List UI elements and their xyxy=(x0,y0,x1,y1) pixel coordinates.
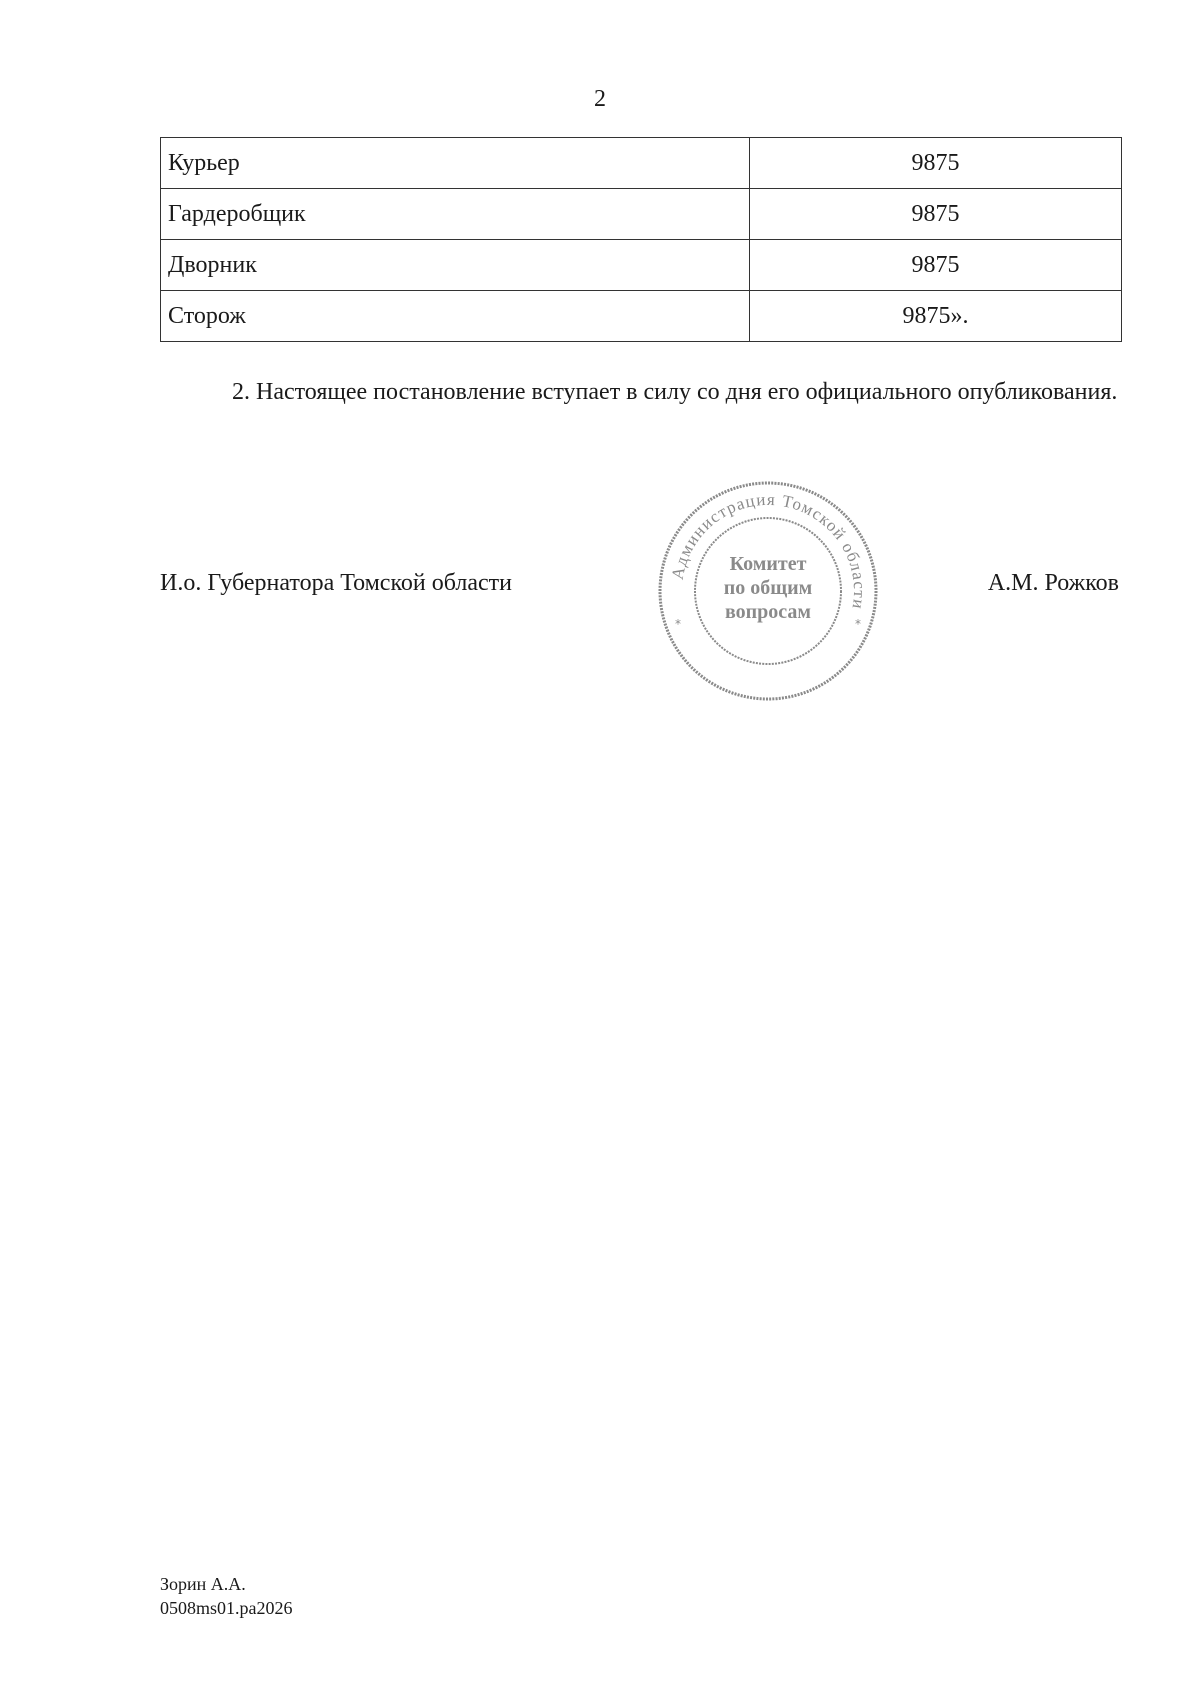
table-row xyxy=(161,240,1122,291)
stamp-center-line-3: вопросам xyxy=(724,601,812,623)
position-cell: Дворник xyxy=(161,240,750,291)
effective-date-paragraph: 2. Настоящее постановление вступает в силу со дня его официального опубликования. xyxy=(232,379,1118,405)
stamp-star-left: * xyxy=(675,617,681,631)
table-row xyxy=(161,138,1122,189)
table-row xyxy=(161,291,1122,342)
salary-cell: 9875». xyxy=(750,291,1122,342)
table-row xyxy=(161,189,1122,240)
executor-block xyxy=(160,1572,293,1620)
stamp-center-line-1: Комитет xyxy=(729,553,807,575)
salary-cell: 9875 xyxy=(750,189,1122,240)
official-stamp xyxy=(655,478,881,704)
position-cell: Сторож xyxy=(161,291,750,342)
stamp-ring-text: Администрация Томской области xyxy=(667,489,870,612)
stamp-star-right: * xyxy=(855,617,861,631)
salary-cell: 9875 xyxy=(750,138,1122,189)
page-number: 2 xyxy=(594,86,606,112)
signer-name: А.М. Рожков xyxy=(987,570,1119,596)
executor-name: Зорин А.А. xyxy=(160,1574,246,1594)
signer-position: И.о. Губернатора Томской области xyxy=(160,570,512,596)
position-cell: Гардеробщик xyxy=(161,189,750,240)
stamp-center-line-2: по общим xyxy=(723,577,813,599)
file-code: 0508ms01.pa2026 xyxy=(160,1598,293,1618)
position-cell: Курьер xyxy=(161,138,750,189)
salary-table xyxy=(160,137,1122,342)
salary-cell: 9875 xyxy=(750,240,1122,291)
